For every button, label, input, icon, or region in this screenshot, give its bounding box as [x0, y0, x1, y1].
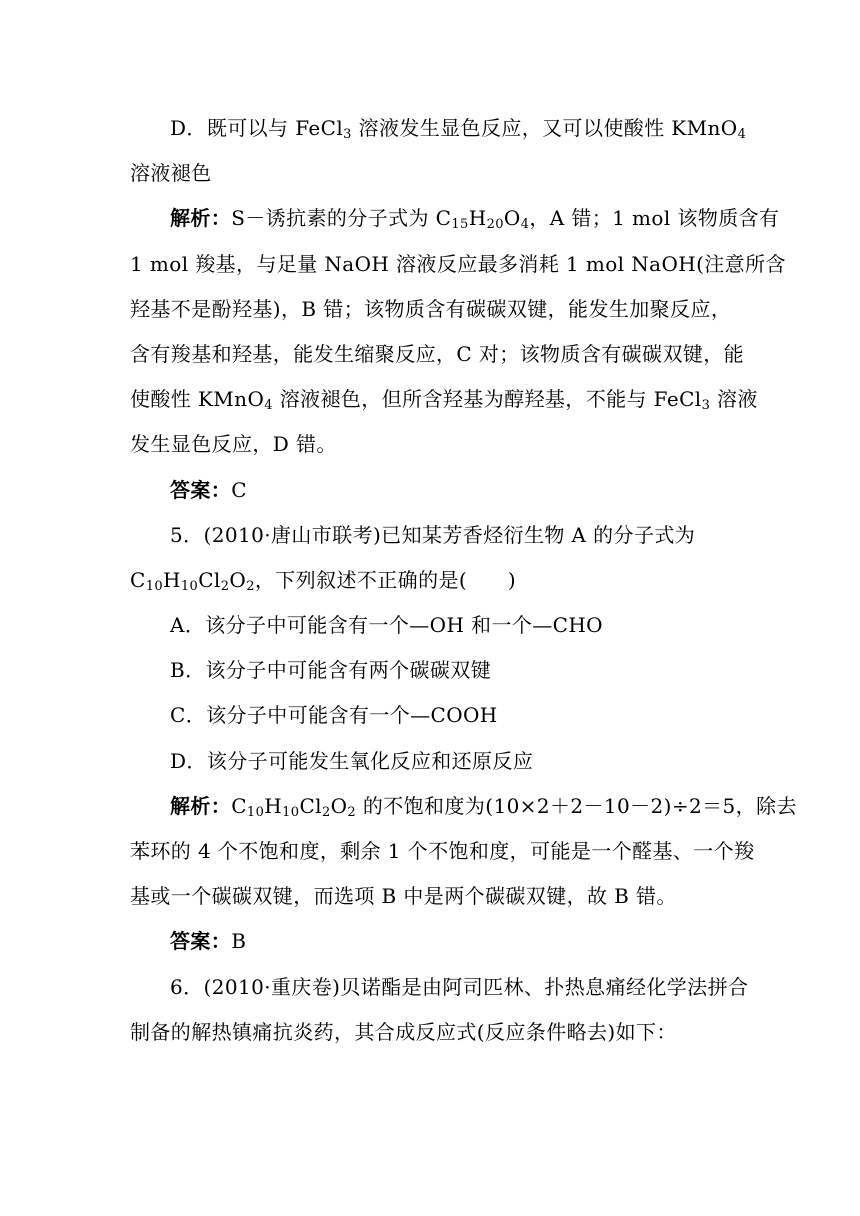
subscript-text: 3 [343, 127, 352, 142]
text-segment: 使酸性 KMnO [130, 387, 265, 412]
text-segment: Cl [299, 793, 322, 818]
subscript-text: 4 [737, 127, 747, 142]
text-line [130, 422, 730, 467]
subscript-text: 10 [145, 578, 164, 594]
text-segment: O [503, 206, 521, 231]
subscript-text: 2 [347, 804, 357, 820]
text-segment: D．该分子可能发生氧化反应和还原反应 [170, 748, 534, 773]
label-text: 答案： [170, 477, 232, 502]
text-segment: C [130, 567, 146, 592]
text-line [130, 919, 730, 964]
text-segment: ，下列叙述不正确的是( ) [254, 567, 517, 592]
text-line [130, 106, 747, 151]
text-segment: 羟基不是酚羟基)，B 错；该物质含有碳碳双键，能发生加聚反应， [130, 296, 732, 321]
text-segment: B．该分子中可能含有两个碳碳双键 [170, 658, 492, 683]
text-segment: 的不饱和度为(10×2＋2－10－2)÷2＝5，除去 [356, 793, 797, 818]
text-segment: O [229, 567, 247, 592]
text-segment: C [231, 477, 247, 502]
text-line [130, 829, 755, 874]
subscript-text: 2 [220, 578, 230, 594]
text-segment: 含有羧基和羟基，能发生缩聚反应，C 对；该物质含有碳碳双键，能 [130, 341, 745, 366]
subscript-text: 2 [246, 578, 255, 594]
text-segment: 6．(2010·重庆卷)贝诺酯是由阿司匹林、扑热息痛经化学法拼合 [170, 974, 749, 999]
text-line [130, 468, 730, 513]
text-line [130, 1010, 730, 1055]
subscript-text: 10 [246, 804, 265, 820]
text-line [130, 287, 730, 332]
text-segment: H [163, 567, 181, 592]
text-line [130, 558, 730, 603]
text-line [130, 965, 749, 1010]
text-segment: Cl [198, 567, 221, 592]
text-line [130, 332, 745, 377]
text-line [130, 693, 730, 738]
text-segment: S－诱抗素的分子式为 C [231, 206, 452, 231]
text-segment: D．既可以与 FeCl [170, 116, 344, 140]
subscript-text: 10 [282, 804, 300, 820]
text-segment: B [231, 929, 247, 954]
text-segment: C．该分子中可能含有一个—COOH [170, 703, 498, 728]
text-line [130, 513, 730, 558]
text-line [130, 648, 730, 693]
text-segment: 溶液褪色 [130, 161, 212, 186]
text-segment: 溶液褪色，但所含羟基为醇羟基，不能与 FeCl [272, 387, 702, 412]
text-line [130, 603, 730, 648]
text-segment: 苯环的 4 个不饱和度，剩余 1 个不饱和度，可能是一个醛基、一个羧 [130, 839, 755, 863]
text-line [130, 377, 758, 422]
text-line [130, 196, 780, 241]
text-segment: A．该分子中可能含有一个—OH 和一个—CHO [170, 613, 603, 638]
subscript-text: 3 [701, 398, 711, 414]
text-line [130, 739, 730, 784]
label-text: 解析： [170, 793, 232, 818]
text-line [130, 242, 786, 287]
subscript-text: 2 [321, 804, 331, 820]
text-segment: 5．(2010·唐山市联考)已知某芳香烃衍生物 A 的分子式为 [170, 522, 696, 547]
text-line [130, 151, 730, 196]
text-segment: 制备的解热镇痛抗炎药，其合成反应式(反应条件略去)如下： [130, 1019, 677, 1044]
text-segment: 溶液 [710, 387, 758, 412]
subscript-text: 4 [264, 398, 273, 414]
document-page [130, 106, 797, 1055]
label-text: 解析： [170, 206, 232, 231]
text-segment: 溶液发生显色反应，又可以使酸性 KMnO [351, 116, 738, 140]
subscript-text: 20 [486, 217, 504, 233]
text-segment: 1 mol 羧基，与足量 NaOH 溶液反应最多消耗 1 mol NaOH(注意所含 [130, 251, 786, 276]
text-segment: 发生显色反应，D 错。 [130, 432, 337, 457]
text-segment: H [468, 206, 487, 231]
subscript-text: 4 [520, 217, 530, 233]
label-text: 答案： [170, 929, 232, 954]
text-segment: O [330, 793, 348, 818]
text-line [130, 874, 730, 919]
text-segment: 基或一个碳碳双键，而选项 B 中是两个碳碳双键，故 B 错。 [130, 884, 677, 909]
text-segment: C [231, 793, 247, 818]
text-line [130, 784, 797, 829]
text-segment: ，A 错；1 mol 该物质含有 [529, 206, 780, 231]
subscript-text: 15 [451, 217, 469, 233]
subscript-text: 10 [180, 578, 199, 594]
text-segment: H [264, 793, 283, 818]
